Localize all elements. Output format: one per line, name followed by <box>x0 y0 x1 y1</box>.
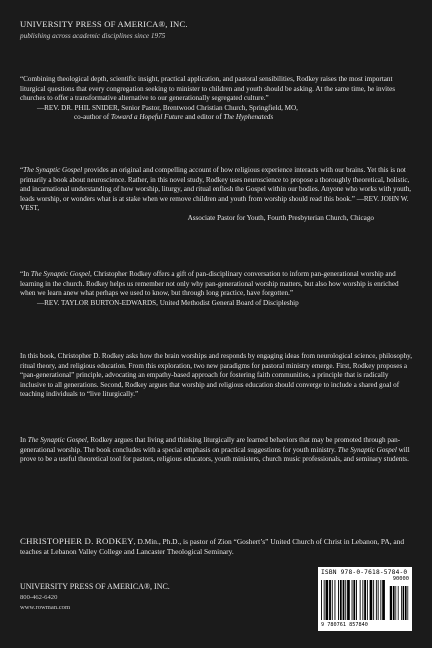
publisher-tagline: publishing across academic disciplines since 1975 <box>20 32 166 40</box>
blurb-1-attribution <box>20 104 414 123</box>
blurb-2-body: provides an original and compelling account of how religious experience interacts with our brains. Yet this is not primarily a book about neuroscience. Rather, in this novel study, Rodkey uses neuroscience to propose a thoroughly theoretical, holistic, and incarnational understanding of how worship, liturgy, and ritual enflesh the Gospel within our bodies. Anyone who works with youth, leads worship, or wonders what is at stake when we remove children and youth from worship should read this book.” —REV. JOHN W. VEST, <box>20 166 412 213</box>
blurb-1-attr-title1: Toward a Hopeful Future <box>110 113 184 122</box>
blurb-2-text: “The Synaptic Gospel provides an original and compelling account of how religious experience interacts with our brains. Yet this is not primarily a book about neuroscience. Rather, in this novel study, Rodkey uses neuroscience to propose a thoroughly theoretical, holistic, and incarnational understanding of how worship, liturgy, and ritual enflesh the Gospel within our bodies. Anyone who works with youth, leads worship, or wonders what is at stake when we remove children and youth from worship should read this book.” —REV. JOHN W. VEST, <box>20 166 412 213</box>
blurb-1-text: “Combining theological depth, scientific insight, practical application, and pastoral sensibilities, Rodkey raises the most important liturgical questions that every congregation seeking to minister to children and youth should be asking. At the same time, he invites churches to offer a transformative alternative to our generationally segregated culture.” <box>20 75 396 103</box>
barcode <box>318 567 412 631</box>
description-1-text: In this book, Christopher D. Rodkey asks how the brain worships and responds by engaging ideas from neurological science, philosophy, ritual theory, and religious education. From this exploration, two new paradigms for pastoral ministry emerge. First, Rodkey proposes a “pan-generational” principle, advocating an empathy-based approach for fostering faith communities, a principle that is radically inclusive to all generations. Second, Rodkey argues that worship and religious education should converge to include a shared goal of teaching individuals to “live liturgically.” <box>20 352 413 399</box>
footer-phone: 800-462-6420 <box>20 594 58 601</box>
blurb-1-attr-a: co-author of <box>74 113 111 122</box>
author-bio <box>20 537 414 557</box>
author-name: CHRISTOPHER D. RODKEY <box>20 536 134 546</box>
blurb-2-book-title: The Synaptic Gospel <box>23 166 83 174</box>
blurb-3-attribution: —REV. TAYLOR BURTON-EDWARDS, United Methodist General Board of Discipleship <box>37 298 299 307</box>
barcode-digits: 9 780761 857840 <box>321 622 368 628</box>
blurb-3-body: , Christopher Rodkey offers a gift of pan-disciplinary conversation to inform pan-generational worship and learning in the church. Rodkey helps us remember not only why pan-generational worship matters, but also how worship is enriched when we learn anew what perhaps we used to know, but through long practice, have forgotten.” <box>20 270 399 298</box>
description-2-pre: In <box>20 436 28 444</box>
blurb-3-text <box>20 270 414 299</box>
barcode-isbn: ISBN 978-0-7618-5784-0 <box>321 569 408 576</box>
description-2-body2: will prove to be a useful theoretical tool for pastors, religious educators, youth ministers, church music professionals, and seminary students. <box>20 445 410 464</box>
description-2-book-title2: The Synaptic Gospel <box>337 445 397 454</box>
blurb-3-book-title: The Synaptic Gospel <box>30 270 91 278</box>
description-2-book-title: The Synaptic Gospel <box>27 436 87 444</box>
footer-website: www.rowman.com <box>20 604 71 611</box>
author-bio-text: , D.Min., Ph.D., is pastor of Zion “Goshert’s” United Church of Christ in Lebanon, PA, and teaches at Lebanon Valley College and Lancaster Theological Seminary. <box>20 537 405 556</box>
blurb-1-attribution-line2 <box>20 113 414 123</box>
blurb-1 <box>20 75 414 123</box>
blurb-2 <box>20 166 414 224</box>
blurb-1-attribution-line1: —REV. DR. PHIL SNIDER, Senior Pastor, Brentwood Christian Church, Springfield, MO, <box>37 103 298 112</box>
blurb-3-pre: “In <box>20 270 31 278</box>
blurb-3 <box>20 270 414 308</box>
description-2-text <box>20 436 414 465</box>
barcode-price-code: 90000 <box>392 576 409 582</box>
publisher-name: UNIVERSITY PRESS OF AMERICA®, INC. <box>20 19 188 29</box>
blurb-1-attr-c: and editor of <box>183 113 224 122</box>
blurb-1-attr-title2: The Hyphenateds <box>223 113 274 122</box>
footer-publisher: UNIVERSITY PRESS OF AMERICA®, INC. <box>20 582 170 591</box>
description-2 <box>20 436 414 465</box>
blurb-2-attribution: Associate Pastor for Youth, Fourth Presbyterian Church, Chicago <box>187 213 374 222</box>
description-2-body1: , Rodkey argues that living and thinking liturgically are learned behaviors that may be promoted through pan-generational worship. The book concludes with a special emphasis on practical suggestions for youth ministry. <box>20 436 401 454</box>
barcode-bars <box>321 578 409 622</box>
description-1 <box>20 352 414 400</box>
